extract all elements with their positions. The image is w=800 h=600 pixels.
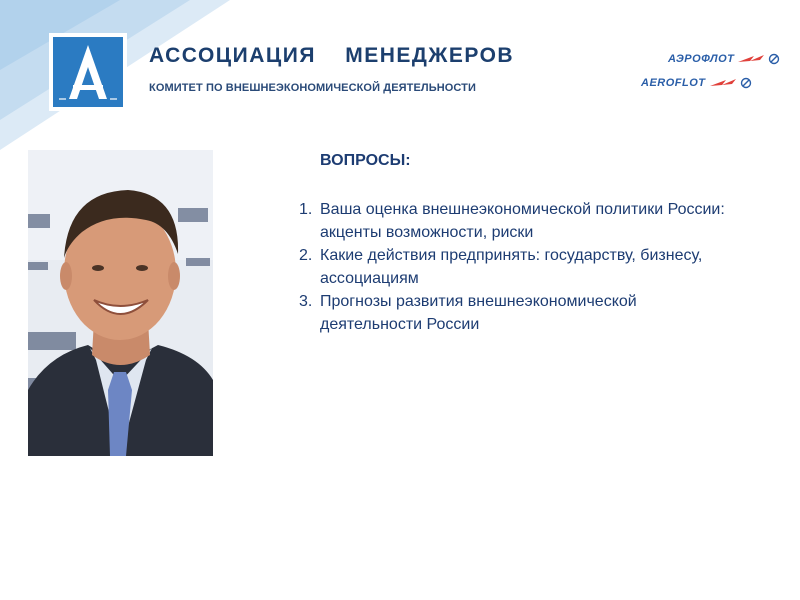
speaker-photo — [28, 150, 213, 456]
aeroflot-wordmark-ru: АЭРОФЛОТ — [668, 53, 735, 65]
winged-hammer-sickle-icon — [708, 76, 754, 90]
question-number: 1. — [299, 201, 313, 218]
association-logo-icon — [49, 33, 127, 111]
question-item — [299, 290, 739, 336]
question-text: Какие действия предпринять: государству, бизнесу, ассоциациям — [320, 247, 703, 287]
questions-list — [299, 198, 739, 336]
aeroflot-logo-en — [641, 76, 754, 90]
question-number: 3. — [299, 293, 313, 310]
questions-heading: ВОПРОСЫ: — [320, 152, 411, 169]
question-text: Прогнозы развития внешнеэкономической деятельности России — [320, 293, 637, 333]
question-item — [299, 198, 739, 244]
organization-title: АССОЦИАЦИЯ МЕНЕДЖЕРОВ — [149, 44, 515, 67]
aeroflot-wordmark-en: AEROFLOT — [641, 77, 706, 89]
committee-subtitle: КОМИТЕТ ПО ВНЕШНЕЭКОНОМИЧЕСКОЙ ДЕЯТЕЛЬНОСТИ — [149, 82, 477, 94]
aeroflot-logo-ru — [668, 52, 782, 66]
winged-hammer-sickle-icon — [736, 52, 782, 66]
question-text: Ваша оценка внешнеэкономической политики России: акценты возможности, риски — [320, 201, 725, 241]
question-item — [299, 244, 739, 290]
question-number: 2. — [299, 247, 313, 264]
